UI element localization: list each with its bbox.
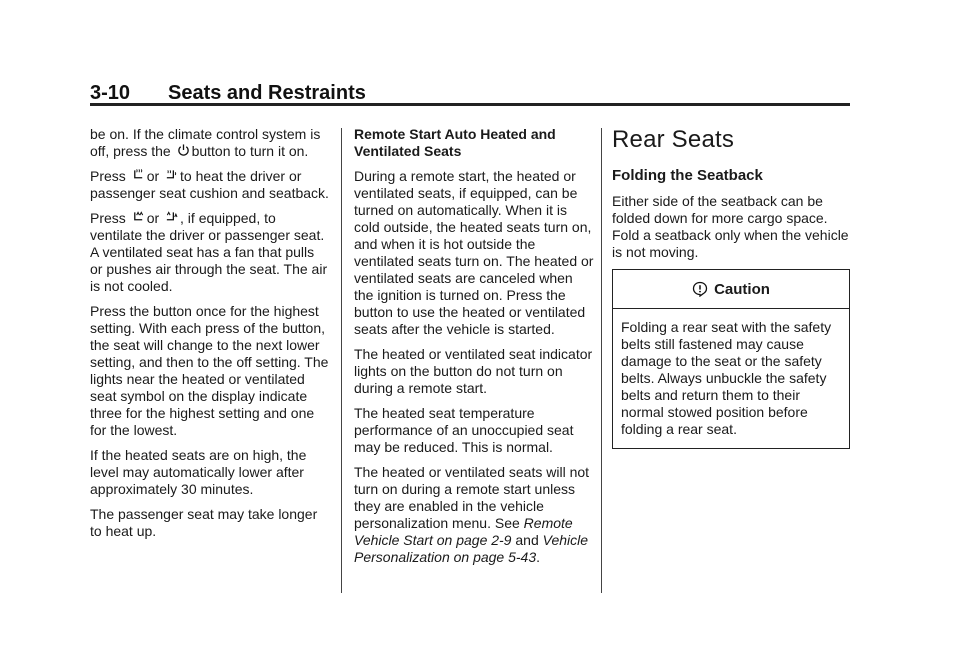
heated-seat-cushion-icon <box>132 168 145 182</box>
section-title: Seats and Restraints <box>168 82 366 104</box>
heated-seat-back-icon <box>165 168 178 182</box>
column-divider-1 <box>341 128 342 593</box>
caution-label: Caution <box>714 280 770 298</box>
ventilated-seat-back-icon <box>165 210 178 224</box>
header-rule <box>90 103 850 106</box>
paragraph-heat: Press or to heat the driver or passenger seat cushion and seatback. <box>90 168 329 201</box>
folding-seatback-subtitle: Folding the Seatback <box>612 167 763 184</box>
link-remote-vehicle-start[interactable]: Remote Vehicle Start on page 2-9 <box>354 515 573 548</box>
page-number: 3-10 <box>90 82 131 104</box>
paragraph-folding: Either side of the seatback can be folded down for more cargo space. Fold a seatback only when the vehicle is not moving. <box>612 193 849 260</box>
paragraph-ventilate: Press or , if equipped, to ventilate the driver or passenger seat. A ventilated seat has a fan that pulls or pushes air through the seat. The air is not cooled. <box>90 210 328 294</box>
power-icon <box>177 143 190 157</box>
column-3 <box>612 126 852 449</box>
paragraph-remote-1: During a remote start, the heated or ventilated seats, if equipped, can be turned on automatically. When it is cold outside, the heated seats turn on, and when it is hot outside the ventilated seats turn on. The heated or ventilated seats are canceled when the ignition is turned on. Press the button to use the heated or ventilated seats after the vehicle is started. <box>354 168 594 337</box>
caution-header <box>613 270 849 309</box>
paragraph-climate-on: be on. If the climate control system is off, press the button to turn it on. <box>90 126 321 159</box>
rear-seats-title: Rear Seats <box>612 126 735 153</box>
paragraph-passenger: The passenger seat may take longer to heat up. <box>90 506 318 539</box>
paragraph-remote-3: The heated seat temperature performance of an unoccupied seat may be reduced. This is normal. <box>354 405 574 455</box>
caution-box <box>612 269 850 449</box>
caution-text: Folding a rear seat with the safety belts still fastened may cause damage to the seat or the safety belts. Always unbuckle the safety belts and return them to their normal stowed position before folding a rear seat. <box>621 319 832 437</box>
paragraph-auto-lower: If the heated seats are on high, the level may automatically lower after approximately 30 minutes. <box>90 447 307 497</box>
caution-icon <box>692 281 708 297</box>
paragraph-remote-4: The heated or ventilated seats will not turn on during a remote start unless they are enabled in the vehicle personalization menu. See Remote Vehicle Start on page 2-9 and Vehicle Personalization on page 5-43. <box>354 464 590 565</box>
column-2 <box>354 126 594 574</box>
paragraph-remote-2: The heated or ventilated seat indicator lights on the button do not turn on during a remote start. <box>354 346 593 396</box>
subhead-remote-start: Remote Start Auto Heated and Ventilated Seats <box>354 126 556 159</box>
column-divider-2 <box>601 128 602 593</box>
column-1 <box>90 126 330 548</box>
link-vehicle-personalization[interactable]: Vehicle Personalization on page 5-43 <box>354 532 589 565</box>
paragraph-settings: Press the button once for the highest setting. With each press of the button, the seat will change to the next lower setting, and then to the off setting. The lights near the heated or ventilated seat symbol on the display indicate three for the highest setting and one for the lowest. <box>90 303 329 438</box>
ventilated-seat-cushion-icon <box>132 210 145 224</box>
